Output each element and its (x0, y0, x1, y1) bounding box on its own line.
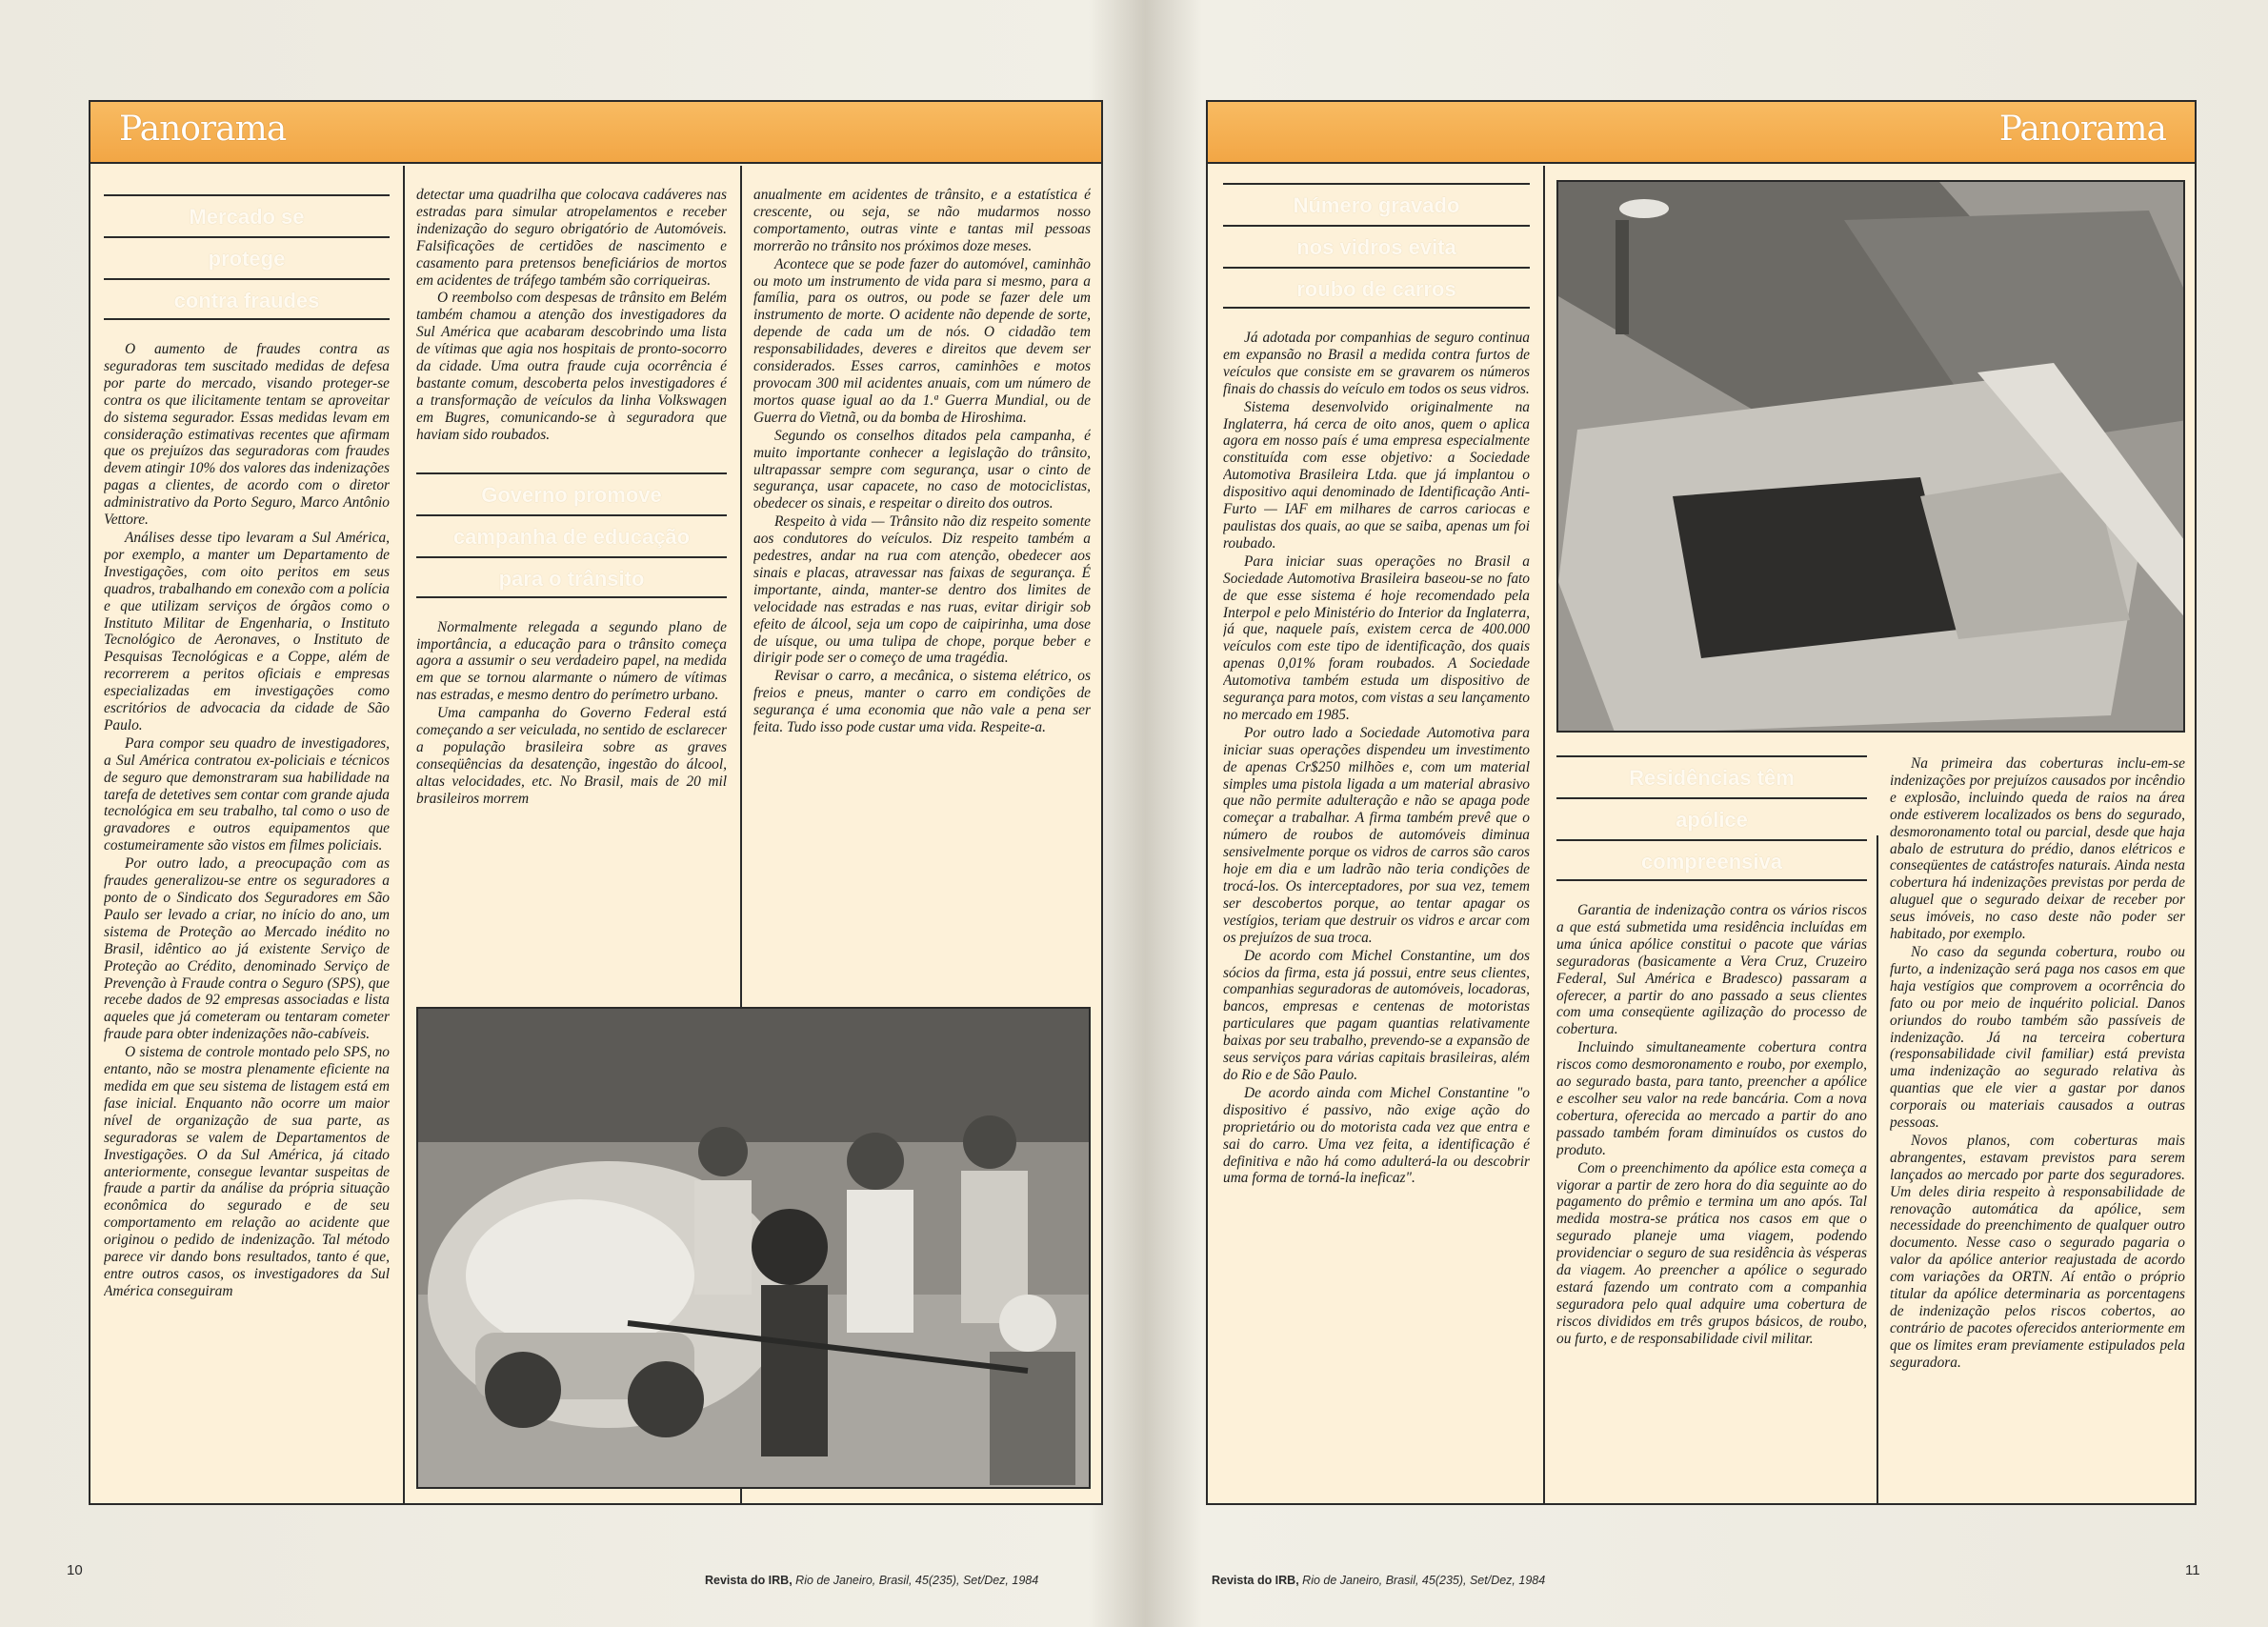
right-footer: Revista do IRB, Rio de Janeiro, Brasil, 45(235), Set/Dez, 1984 (1212, 1574, 1546, 1587)
paragraph: O aumento de fraudes contra as seguradoras tem suscitado medidas de defesa por parte do mercado, visando proteger-se contra os que ilicitamente tentam se aproveitar do sistema segurador. Essas medidas levam em consideração estimativas recentes que afirmam que os prejuízos das seguradoras com fraudes devem atingir 10% dos valores das indenizações pagas a clientes, de acordo com o diretor administrativo da Porto Seguro, Marco Antônio Vettore. (104, 341, 390, 529)
right-header-band (1208, 102, 2195, 164)
paragraph: No caso da segunda cobertura, roubo ou furto, a indenização será paga nos casos em que haja vestígios que comprovem a ocorrência do fato ou por meio de inquérito policial. Danos oriundos do roubo também são passíveis de indenização. Já na terceira cobertura (responsabilidade civil familiar) está prevista uma indenização ao segurado relativa às quantias que ele vier a gastar por danos corporais ou materiais causados a outras pessoas. (1890, 943, 2185, 1132)
paragraph: Para compor seu quadro de investigadores, a Sul América contratou ex-policiais e técnicos de seguro que demonstraram sua habilidade na tarefa de detetives sem contar com grande ajuda tecnológica em seu trabalho, tal como o uso de gravadores e outros equipamentos que costumeiramente são vistos em filmes policiais. (104, 734, 390, 854)
right-column-rule-1 (1543, 166, 1545, 1503)
paragraph: Com o preenchimento da apólice esta começa a vigorar a partir de zero hora do dia seguinte ao do pagamento do prêmio e termina um ano após. Tal medida mostra-se prática nos casos em que o segurado planeje uma viagem, podendo providenciar o seguro de sua residência às vésperas da viagem. Ao preencher a apólice o segurado estará fazendo um contrato com a companhia seguradora pelo qual adquire uma cobertura de riscos divididos em três grupos básicos, de roubo, ou furto, e de responsabilidade civil militar. (1556, 1159, 1867, 1347)
right-column-3 (1890, 755, 2185, 1503)
left-page-frame (89, 100, 1103, 1505)
right-page-frame (1206, 100, 2197, 1505)
collapsed-house-photo (1556, 180, 2185, 733)
article-title-residencias: Residências têm apólice compreensiva (1556, 755, 1867, 881)
right-column-2 (1556, 755, 1867, 1503)
paragraph: De acordo com Michel Constantine, um dos sócios da firma, esta já possui, entre seus clientes, companhias seguradoras de automóveis, locadoras, bancos, empresas e centenas de motoristas particulares que pagam quantias relativamente baixas por seu trabalho, prevendo-se a expansão de seus serviços para várias capitais brasileiras, além do Rio e de São Paulo. (1223, 947, 1530, 1083)
paragraph: Novos planos, com coberturas mais abrangentes, estavam previstos para serem lançados ao mercado por parte dos seguradores. Um deles diria respeito à responsabilidade de renovação automática da apólice, sem necessidade do preenchimento de qualquer outro documento. Nesse caso o segurado pagaria o valor da apólice anterior reajustada de acordo com variações da ORTN. Aí então o próprio titular da apólice determinaria as porcentagens de indenização pelos riscos cobertos, ao contrário de pacotes oferecidos anteriormente em que os limites eram previamente estipulados pela seguradora. (1890, 1132, 2185, 1371)
paragraph: Acontece que se pode fazer do automóvel, caminhão ou moto um instrumento de vida para si mesmo, para a família, para os outros, ou pode se fazer dele um instrumento de morte. O acidente não depende de sorte, depende de cada um de nós. O cidadão tem responsabilidades, deveres e direitos que devem ser considerados. Esses carros, caminhões e motos provocam 300 mil acidentes anuais, com um número de mortos quase igual ao da 1.ª Guerra Mundial, ou de Guerra do Vietnã, ou da bomba de Hiroshima. (753, 255, 1091, 426)
paragraph: Uma campanha do Governo Federal está começando a ser veiculada, no sentido de esclarecer a população brasileira sobre as graves conseqüências da desatenção, ingestão do álcool, altas velocidades, etc. No Brasil, mais de 20 mil brasileiros morrem (416, 705, 727, 807)
paragraph: anualmente em acidentes de trânsito, e a estatística é crescente, ou seja, se não mudarmos nosso comportamento, outras vinte e tantas mil pessoas morrerão no trânsito nos próximos doze meses. (753, 187, 1091, 254)
right-column-rule-2 (1877, 835, 1878, 1503)
left-column-1 (104, 166, 390, 1503)
paragraph: Análises desse tipo levaram a Sul América, por exemplo, a manter um Departamento de Investigações, com oito peritos em seus quadros, trabalhando em conexão com a polícia e que utilizam serviços de órgãos como o Instituto Militar de Engenharia, o Instituto Tecnológico de Aeronaves, o Instituto de Pesquisas Tecnológicas e a Coppe, além de recorrerem a peritos oficiais e empresas especializadas em investigações como escritórios de advocacia da cidade de São Paulo. (104, 529, 390, 733)
article-title-fraudes: Mercado se protege contra fraudes (104, 194, 390, 320)
paragraph: O sistema de controle montado pelo SPS, no entanto, não se mostra plenamente eficiente na medida em que seu sistema de listagem está em fase inicial. Enquanto não ocorre um maior nível de organização de sua parte, as seguradoras se valem de Departamentos de Investigações. O da Sul América, já citado anteriormente, consegue levantar suspeitas de fraude a partir da análise da própria situação econômica do segurado e de seu comportamento em relação ao acidente que originou o pedido de indenização. Tal método parece vir dando bons resultados, tanto é que, entre outros casos, os investigadores da Sul América conseguiram (104, 1044, 390, 1299)
accident-photo (416, 1007, 1091, 1489)
paragraph: detectar uma quadrilha que colocava cadáveres nas estradas para simular atropelamentos e receber indenização do seguro obrigatório de Automóveis. Falsificações de certidões de nascimento e casamento para pretensos beneficiários de mortos em acidentes de tráfego também são corriqueiras. (416, 187, 727, 289)
left-header-band (90, 102, 1101, 164)
paragraph: Segundo os conselhos ditados pela campanha, é muito importante conhecer a legislação do trânsito, ultrapassar sempre com segurança, usar o cinto de segurança, usar capacete, no caso de motociclistas, obedecer os sinais, e respeitar o direito dos outros. (753, 427, 1091, 512)
paragraph: Garantia de indenização contra os vários riscos a que está submetida uma residência incluídas em uma única apólice constitui o pacote que várias seguradoras (basicamente a Vera Cruz, Cruzeiro Federal, Sul América e Bradesco) passaram a oferecer, a partir do ano passado a seus clientes com uma conseqüente agilização do processo de cobertura. (1556, 902, 1867, 1038)
collapsed-house-image (1558, 182, 2185, 733)
paragraph: Já adotada por companhias de seguro continua em expansão no Brasil a medida contra furtos de veículos que consiste em se gravarem os números finais do chassis do veículo em todos os seus vidros. (1223, 330, 1530, 397)
paragraph: Incluindo simultaneamente cobertura contra riscos como desmoronamento e roubo, por exemplo, ao segurado basta, para tanto, preencher a apólice e escolher seu valor na rede bancária. Com a nova cobertura, oferecida ao mercado a partir do ano passado também foram diminuídos os custos do produto. (1556, 1039, 1867, 1158)
paragraph: Por outro lado a Sociedade Automotiva para iniciar suas operações dispendeu um investimento de apenas Cr$250 milhões e, com um material simples uma pistola ligada a um material abrasivo que não permite adulteração e não se apaga pode começar a trabalhar. A firma também prevê que o número de roubos de automóveis diminua sensivelmente porque os vidros de carros são caros hoje em dia e um ladrão não teria condições de trocá-los. Os interceptadores, por sua vez, temem ser descobertos porque, ao tentar apagar os vestígios, teriam que destruir os vidros e arcar com os prejuízos de sua troca. (1223, 724, 1530, 946)
paragraph: De acordo ainda com Michel Constantine "o dispositivo é passivo, não exige ação do proprietário ou do motorista cada vez que entra e sai do carro. Uma vez feita, a identificação é definitiva e não há como adulterá-la ou descobrir uma forma de torná-la ineficaz". (1223, 1084, 1530, 1187)
left-footer: Revista do IRB, Rio de Janeiro, Brasil, 45(235), Set/Dez, 1984 (705, 1574, 1039, 1587)
paragraph: Normalmente relegada a segundo plano de importância, a educação para o trânsito começa agora a assumir o seu verdadeiro papel, na medida em que se tornou alarmante o número de vítimas nas estradas, e mesmo dentro do perímetro urbano. (416, 618, 727, 704)
left-page-number: 10 (67, 1562, 83, 1578)
paragraph: Respeito à vida — Trânsito não diz respeito somente aos condutores do veículos. Diz respeito também a pedestres, andar na rua com atenção, obedecer aos sinais e placas, atravessar nas faixas de segurança. É importante, ainda, manter-se dentro dos limites de velocidade nas estradas e nas ruas, evitar dirigir sob efeito de álcool, seja um copo de caipirinha, uma dose de uísque, ou uma tulipa de chope, porque beber e dirigir pode ser o começo de uma tragédia. (753, 513, 1091, 667)
left-column-rule-1 (403, 166, 405, 1503)
left-column-2 (416, 166, 727, 970)
article-title-vidros: Número gravado nos vidros evita roubo de carros (1223, 183, 1530, 309)
accident-photo-image (418, 1009, 1091, 1489)
paragraph: Por outro lado, a preocupação com as fraudes generalizou-se entre os seguradores a ponto de o Sindicato dos Seguradores em São Paulo ser levado a criar, no início do ano, um sistema de Proteção ao Mercado inédito no Brasil, idêntico ao já existente Serviço de Proteção ao Crédito, denominado Serviço de Prevenção à Fraude contra o Seguro (SPS), que recebe dados de 92 empresas associadas e lista aqueles que já cometeram ou tentaram cometer fraude para obter indenizações não-cabíveis. (104, 855, 390, 1043)
right-section-title: Panorama (1998, 110, 2166, 149)
right-page-number: 11 (2185, 1562, 2200, 1578)
paragraph: Sistema desenvolvido originalmente na Inglaterra, há cerca de oito anos, quem o aplica agora em nosso país é uma empresa especialmente constituída com esse objetivo: a Sociedade Automotiva Brasileira Ltda. que já implantou o dispositivo aqui denominado de Identificação Anti-Furto — IAF em milhares de carros cariocas e paulistas dos quais, ao que se saiba, apenas um foi roubado. (1223, 398, 1530, 552)
paragraph: Na primeira das coberturas inclu-em-se indenizações por prejuízos causados por incêndio e explosão, incluindo queda de raios na área onde estiverem localizados os bens do segurado, desmoronamento total ou parcial, desde que haja abalo de estrutura do prédio, danos elétricos e conseqüentes de catástrofes naturais. Ainda nesta cobertura há indenizações previstas por perda de aluguel que o segurado deixar de receber por seus imóveis, no caso deste não poder ser habitado, por exemplo. (1890, 755, 2185, 943)
article-title-transito: Governo promove campanha de educação para o trânsito (416, 472, 727, 598)
paragraph: Para iniciar suas operações no Brasil a Sociedade Automotiva Brasileira baseou-se no fato de que esse sistema é hoje recomendado pela Interpol e pelo Ministério do Interior da Inglaterra, já que, naquele país, existem cerca de 400.000 veículos com este tipo de identificação, dos quais apenas 0,01% foram roubados. A Sociedade Automotiva também estuda um dispositivo de segurança para motos, com vistas a seu lançamento no mercado em 1985. (1223, 552, 1530, 723)
left-section-title: Panorama (119, 110, 287, 149)
left-column-3 (753, 166, 1091, 970)
paragraph: O reembolso com despesas de trânsito em Belém também chamou a atenção dos investigadores da Sul América que acabaram descobrindo uma lista de vítimas que agia nos hospitais de pronto-socorro da cidade. Uma outra fraude cuja ocorrência é bastante comum, descoberta pelos investigadores é a transformação de veículos da linha Volkswagen em Bugres, comunicando-se à seguradora que haviam sido roubados. (416, 290, 727, 443)
paragraph: Revisar o carro, a mecânica, o sistema elétrico, os freios e pneus, manter o carro em condições de segurança é uma economia que não vale a pena ser feita. Tudo isso pode custar uma vida. Respeite-a. (753, 668, 1091, 736)
right-column-1 (1223, 166, 1530, 1503)
